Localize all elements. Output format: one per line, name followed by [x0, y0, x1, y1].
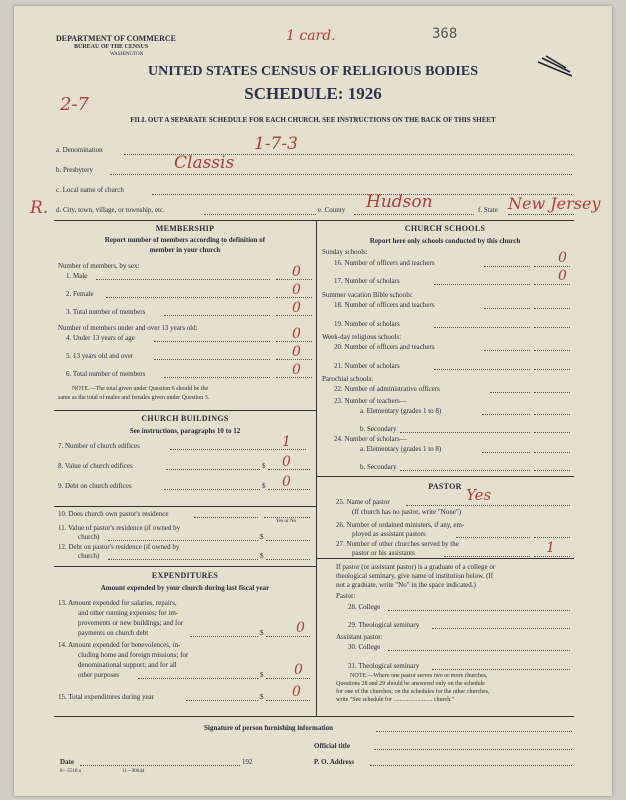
- q11-dollar: $: [260, 533, 264, 541]
- yes-no-hint: Yes or No: [276, 519, 297, 524]
- q4-label: 4. Under 13 years of age: [66, 334, 135, 342]
- q4-answer[interactable]: 0: [292, 326, 301, 342]
- cards-annotation: 1 card.: [286, 28, 336, 44]
- r-mark-annotation: R.: [30, 198, 49, 218]
- q10-label: 10. Does church own pastor's residence: [58, 510, 169, 518]
- q9-answer[interactable]: 0: [282, 474, 291, 490]
- q13-label-2: and other running expenses; for im-: [78, 609, 179, 617]
- q16-label: 16. Number of officers and teachers: [334, 259, 435, 267]
- q15-answer[interactable]: 0: [292, 684, 301, 700]
- bottom-rule: [54, 716, 574, 717]
- q11-label-2: church): [78, 533, 100, 541]
- bureau-label: BUREAU OF THE CENSUS: [74, 44, 149, 50]
- q14-dollar: $: [260, 671, 264, 679]
- pastor-note-3: for one of the churches; on the schedules for the other churches,: [336, 689, 490, 695]
- q8-dollar: $: [262, 462, 266, 470]
- q20-label: 20. Number of officers and teachers: [334, 343, 435, 351]
- schools-intro: Report here only schools conducted by this church: [369, 237, 521, 245]
- buildings-title: CHURCH BUILDINGS: [141, 414, 229, 423]
- q25-label: 25. Name of pastor: [336, 498, 390, 506]
- pastor-note: NOTE.—Where one pastor serves two or more churches,: [350, 673, 488, 679]
- denomination-label: a. Denomination: [56, 146, 103, 154]
- q5-answer[interactable]: 0: [292, 344, 301, 360]
- q21-label: 21. Number of scholars: [334, 362, 400, 370]
- graduate-instruction: If pastor (or assistant pastor) is a graduate of a college or: [336, 563, 496, 571]
- q12-label: 12. Debt on pastor's residence (if owned by: [58, 543, 180, 551]
- date-year: 192: [242, 758, 253, 766]
- presbytery-label: b. Presbytery: [56, 166, 93, 174]
- denomination-value[interactable]: 1-7-3: [254, 134, 298, 154]
- form-number: 8—5518 a: [60, 769, 81, 774]
- q7-answer[interactable]: 1: [282, 434, 291, 450]
- signature-label: Signature of person furnishing information: [204, 724, 333, 732]
- q27-answer[interactable]: 1: [546, 540, 555, 556]
- q1-label: 1. Male: [66, 272, 88, 280]
- q27-label: 27. Number of other churches served by the: [336, 540, 459, 548]
- expenditures-title: EXPENDITURES: [151, 571, 219, 580]
- graduate-instruction-2: theological seminary, give name of institution below. (If: [336, 572, 494, 580]
- q12-dollar: $: [260, 552, 264, 560]
- q13-answer[interactable]: 0: [296, 620, 305, 636]
- q9-dollar: $: [262, 482, 266, 490]
- membership-note-2: same as the total of males and females given under Question 3.: [58, 395, 210, 401]
- date-field[interactable]: [80, 765, 240, 766]
- census-schedule-sheet: [14, 6, 612, 796]
- local-name-label: c. Local name of church: [56, 186, 124, 194]
- q14-label: 14. Amount expended for benevolences, in-: [58, 641, 181, 649]
- form-title: UNITED STATES CENSUS OF RELIGIOUS BODIES: [147, 64, 478, 79]
- sunday-schools-label: Sunday schools:: [322, 248, 368, 256]
- buildings-subtitle: See instructions, paragraphs 10 to 12: [129, 427, 241, 435]
- membership-intro-2: member in your church: [149, 246, 221, 254]
- vacation-schools-label: Summer vacation Bible schools:: [322, 291, 413, 299]
- department-label: DEPARTMENT OF COMMERCE: [56, 34, 177, 43]
- official-title-field[interactable]: [374, 749, 572, 750]
- q14-answer[interactable]: 0: [294, 662, 303, 678]
- membership-note: NOTE.—The total given under Question 6 should be the: [72, 386, 209, 392]
- q23b-label: b. Secondary: [360, 425, 397, 433]
- q24a-label: a. Elementary (grades 1 to 8): [360, 445, 442, 453]
- q13-label-4: payments on church debt: [78, 629, 149, 637]
- city-label: WASHINGTON: [110, 52, 144, 57]
- assistant-pastor-subheading: Assistant pastor:: [336, 633, 383, 641]
- q3-answer[interactable]: 0: [292, 300, 301, 316]
- q17-answer[interactable]: 0: [558, 268, 567, 284]
- q30-label: 30. College: [348, 643, 381, 651]
- q28-label: 28. College: [348, 603, 381, 611]
- instruction-line: FILL OUT A SEPARATE SCHEDULE FOR EACH CHURCH. SEE INSTRUCTIONS ON THE BACK OF THIS SHEET: [130, 116, 496, 124]
- top-rule: [54, 220, 574, 221]
- q26-label-2: ployed as assistant pastors: [352, 530, 426, 538]
- q19-label: 19. Number of scholars: [334, 320, 400, 328]
- pastor-title: PASTOR: [428, 482, 462, 491]
- q25-note: (If church has no pastor, write "None"): [352, 508, 462, 516]
- q25-answer[interactable]: Yes: [466, 486, 492, 504]
- stamp-number: 368: [432, 26, 458, 42]
- q11-label: 11. Value of pastor's residence (if owned by: [58, 524, 181, 532]
- membership-intro: Report number of members according to definition of: [104, 236, 266, 244]
- q12-label-2: church): [78, 552, 100, 560]
- q13-dollar: $: [260, 629, 264, 637]
- q14-label-2: cluding home and foreign missions; for: [78, 651, 189, 659]
- q15-label: 15. Total expenditures during year: [58, 693, 154, 701]
- state-value[interactable]: New Jersey: [508, 194, 601, 213]
- q24b-label: b. Secondary: [360, 463, 397, 471]
- q24-label: 24. Number of scholars—: [334, 435, 407, 443]
- po-address-label: P. O. Address: [314, 758, 355, 766]
- q23-label: 23. Number of teachers—: [334, 397, 407, 405]
- q6-answer[interactable]: 0: [292, 362, 301, 378]
- expenditures-subtitle: Amount expended by your church during last fiscal year: [100, 584, 270, 592]
- q27-label-2: pastor or his assistants: [352, 549, 415, 557]
- q23a-label: a. Elementary (grades 1 to 8): [360, 407, 442, 415]
- q15-dollar: $: [260, 693, 264, 701]
- q16-answer[interactable]: 0: [558, 250, 567, 266]
- q22-label: 22. Number of administrative officers: [334, 385, 440, 393]
- q31-label: 31. Theological seminary: [348, 662, 420, 670]
- q6-label: 6. Total number of members: [66, 370, 146, 378]
- q17-label: 17. Number of scholars: [334, 277, 400, 285]
- age-groups-label: Number of members under and over 13 years old:: [58, 324, 198, 332]
- schedule-title: SCHEDULE: 1926: [244, 84, 382, 103]
- q8-label: 8. Value of church edifices: [58, 462, 133, 470]
- q26-label: 26. Number of ordained ministers, if any, em-: [336, 521, 465, 529]
- q29-label: 29. Theological seminary: [348, 621, 420, 629]
- center-divider: [316, 220, 317, 716]
- q9-label: 9. Debt on church edifices: [58, 482, 132, 490]
- parochial-schools-label: Parochial schools:: [322, 375, 374, 383]
- official-title-label: Official title: [314, 742, 350, 750]
- presbytery-value[interactable]: Classis: [174, 153, 235, 173]
- members-by-sex-label: Number of members, by sex:: [58, 262, 140, 270]
- date-label: Date: [60, 758, 74, 766]
- q8-answer[interactable]: 0: [282, 454, 291, 470]
- q14-label-3: denominational support; and for all: [78, 661, 177, 669]
- signature-field[interactable]: [376, 731, 572, 732]
- q2-label: 2. Female: [66, 290, 94, 298]
- pastor-note-2: Questions 28 and 29 should be answered only on the schedule: [336, 681, 485, 687]
- q5-label: 5. 13 years old and over: [66, 352, 134, 360]
- print-number: 11—9064d: [122, 769, 145, 774]
- q3-label: 3. Total number of members: [66, 308, 146, 316]
- city-town-label: d. City, town, village, or township, etc.: [56, 206, 165, 214]
- po-address-field[interactable]: [370, 765, 572, 766]
- q18-label: 18. Number of officers and teachers: [334, 301, 435, 309]
- q7-label: 7. Number of church edifices: [58, 442, 140, 450]
- membership-title: MEMBERSHIP: [155, 224, 215, 233]
- weekday-schools-label: Week-day religious schools:: [322, 333, 402, 341]
- county-label: e. County: [318, 206, 346, 214]
- schools-title: CHURCH SCHOOLS: [404, 224, 486, 233]
- q14-label-4: other purposes: [78, 671, 120, 679]
- pastor-subheading: Pastor:: [336, 592, 356, 600]
- code-annotation: 2-7: [60, 94, 89, 115]
- q13-label-3: provements or new buildings; and for: [78, 619, 184, 627]
- county-value[interactable]: Hudson: [366, 192, 433, 212]
- q13-label: 13. Amount expended for salaries, repairs,: [58, 599, 177, 607]
- q1-answer[interactable]: 0: [292, 264, 301, 280]
- q2-answer[interactable]: 0: [292, 282, 301, 298]
- state-label: f. State: [478, 206, 498, 214]
- pastor-note-4: write "See schedule for .......................... church.": [336, 697, 455, 703]
- graduate-instruction-3: not a graduate, write "No" in the space indicated.): [336, 581, 476, 589]
